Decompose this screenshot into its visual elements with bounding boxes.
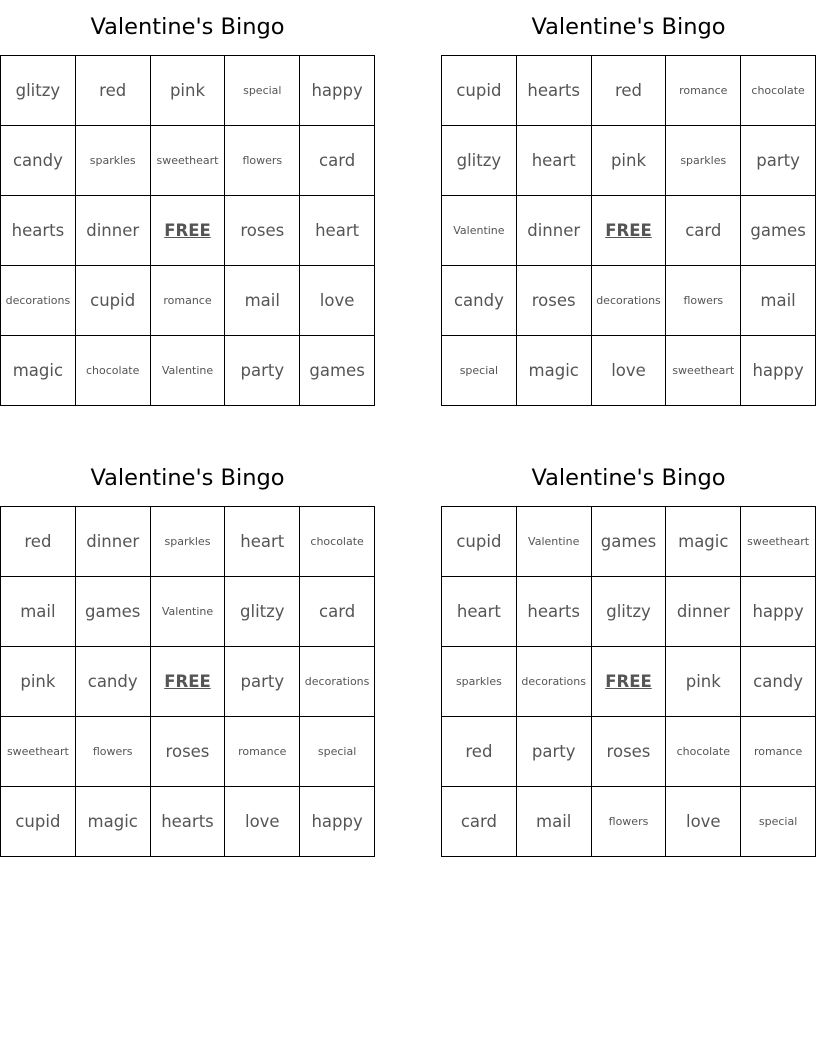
bingo-cell: decorations — [517, 647, 592, 717]
bingo-card-2 — [441, 0, 816, 406]
bingo-cell: sweetheart — [666, 336, 741, 406]
bingo-cell: candy — [741, 647, 816, 717]
bingo-cell: heart — [442, 577, 517, 647]
bingo-cell: hearts — [151, 787, 226, 857]
bingo-cell: heart — [517, 126, 592, 196]
card-title: Valentine's Bingo — [531, 465, 726, 491]
bingo-cell: roses — [592, 717, 667, 787]
bingo-cell: hearts — [517, 56, 592, 126]
bingo-cell: heart — [300, 196, 375, 266]
bingo-cell: red — [442, 717, 517, 787]
bingo-cell: magic — [1, 336, 76, 406]
bingo-cell: candy — [1, 126, 76, 196]
bingo-cell: chocolate — [76, 336, 151, 406]
bingo-cell: happy — [300, 787, 375, 857]
bingo-cell: love — [300, 266, 375, 336]
bingo-cell: dinner — [666, 577, 741, 647]
bingo-cell: roses — [151, 717, 226, 787]
bingo-cell: sparkles — [442, 647, 517, 717]
bingo-cell: roses — [517, 266, 592, 336]
bingo-cell: dinner — [517, 196, 592, 266]
bingo-cell: card — [442, 787, 517, 857]
bingo-grid — [441, 506, 816, 857]
bingo-cell: cupid — [76, 266, 151, 336]
bingo-cell: special — [300, 717, 375, 787]
free-space-cell: FREE — [151, 647, 226, 717]
bingo-cell: Valentine — [151, 577, 226, 647]
bingo-cell: happy — [741, 336, 816, 406]
bingo-cell: chocolate — [666, 717, 741, 787]
bingo-cell: candy — [76, 647, 151, 717]
bingo-cell: special — [741, 787, 816, 857]
bingo-cell: pink — [151, 56, 226, 126]
free-space-cell: FREE — [592, 647, 667, 717]
bingo-cell: magic — [517, 336, 592, 406]
bingo-cell: mail — [517, 787, 592, 857]
bingo-cell: magic — [76, 787, 151, 857]
bingo-grid — [0, 506, 375, 857]
bingo-cell: sparkles — [76, 126, 151, 196]
bingo-cell: party — [225, 647, 300, 717]
bingo-cell: romance — [741, 717, 816, 787]
bingo-cell: party — [517, 717, 592, 787]
bingo-card-1 — [0, 0, 375, 406]
bingo-cell: sweetheart — [741, 507, 816, 577]
bingo-cell: glitzy — [592, 577, 667, 647]
bingo-cell: glitzy — [1, 56, 76, 126]
bingo-cell: card — [300, 577, 375, 647]
bingo-cell: dinner — [76, 507, 151, 577]
bingo-cell: special — [442, 336, 517, 406]
bingo-cell: candy — [442, 266, 517, 336]
bingo-cell: decorations — [300, 647, 375, 717]
card-title: Valentine's Bingo — [90, 14, 285, 40]
bingo-cell: pink — [592, 126, 667, 196]
bingo-cell: chocolate — [300, 507, 375, 577]
bingo-cell: magic — [666, 507, 741, 577]
bingo-cell: happy — [741, 577, 816, 647]
bingo-cell: games — [76, 577, 151, 647]
bingo-grid — [441, 55, 816, 406]
bingo-cell: dinner — [76, 196, 151, 266]
bingo-cell: sparkles — [151, 507, 226, 577]
free-space-cell: FREE — [592, 196, 667, 266]
bingo-cell: red — [592, 56, 667, 126]
bingo-cell: mail — [225, 266, 300, 336]
bingo-cell: heart — [225, 507, 300, 577]
bingo-cell: games — [592, 507, 667, 577]
bingo-cell: romance — [666, 56, 741, 126]
bingo-cell: games — [300, 336, 375, 406]
bingo-cell: roses — [225, 196, 300, 266]
bingo-cell: cupid — [1, 787, 76, 857]
bingo-cell: cupid — [442, 56, 517, 126]
bingo-cell: pink — [666, 647, 741, 717]
bingo-cell: party — [225, 336, 300, 406]
bingo-cell: chocolate — [741, 56, 816, 126]
bingo-cell: hearts — [517, 577, 592, 647]
bingo-cell: sweetheart — [1, 717, 76, 787]
bingo-cell: card — [300, 126, 375, 196]
bingo-cell: mail — [741, 266, 816, 336]
bingo-cell: cupid — [442, 507, 517, 577]
bingo-cell: card — [666, 196, 741, 266]
bingo-cell: glitzy — [225, 577, 300, 647]
bingo-cell: flowers — [592, 787, 667, 857]
bingo-cell: Valentine — [517, 507, 592, 577]
card-title: Valentine's Bingo — [531, 14, 726, 40]
bingo-cell: games — [741, 196, 816, 266]
bingo-cell: love — [592, 336, 667, 406]
card-title: Valentine's Bingo — [90, 465, 285, 491]
bingo-cell: love — [225, 787, 300, 857]
bingo-cell: mail — [1, 577, 76, 647]
bingo-cell: glitzy — [442, 126, 517, 196]
bingo-cell: sweetheart — [151, 126, 226, 196]
bingo-cell: flowers — [666, 266, 741, 336]
bingo-cell: special — [225, 56, 300, 126]
bingo-cell: romance — [151, 266, 226, 336]
free-space-cell: FREE — [151, 196, 226, 266]
bingo-cell: love — [666, 787, 741, 857]
bingo-cell: red — [1, 507, 76, 577]
bingo-cell: sparkles — [666, 126, 741, 196]
bingo-grid — [0, 55, 375, 406]
bingo-cell: happy — [300, 56, 375, 126]
bingo-card-3 — [0, 451, 375, 857]
bingo-cell: Valentine — [442, 196, 517, 266]
bingo-cell: red — [76, 56, 151, 126]
bingo-cell: party — [741, 126, 816, 196]
bingo-cell: decorations — [592, 266, 667, 336]
bingo-cell: decorations — [1, 266, 76, 336]
bingo-cell: flowers — [225, 126, 300, 196]
bingo-cell: romance — [225, 717, 300, 787]
bingo-cell: pink — [1, 647, 76, 717]
bingo-cell: flowers — [76, 717, 151, 787]
bingo-cell: Valentine — [151, 336, 226, 406]
bingo-cell: hearts — [1, 196, 76, 266]
bingo-card-4 — [441, 451, 816, 857]
